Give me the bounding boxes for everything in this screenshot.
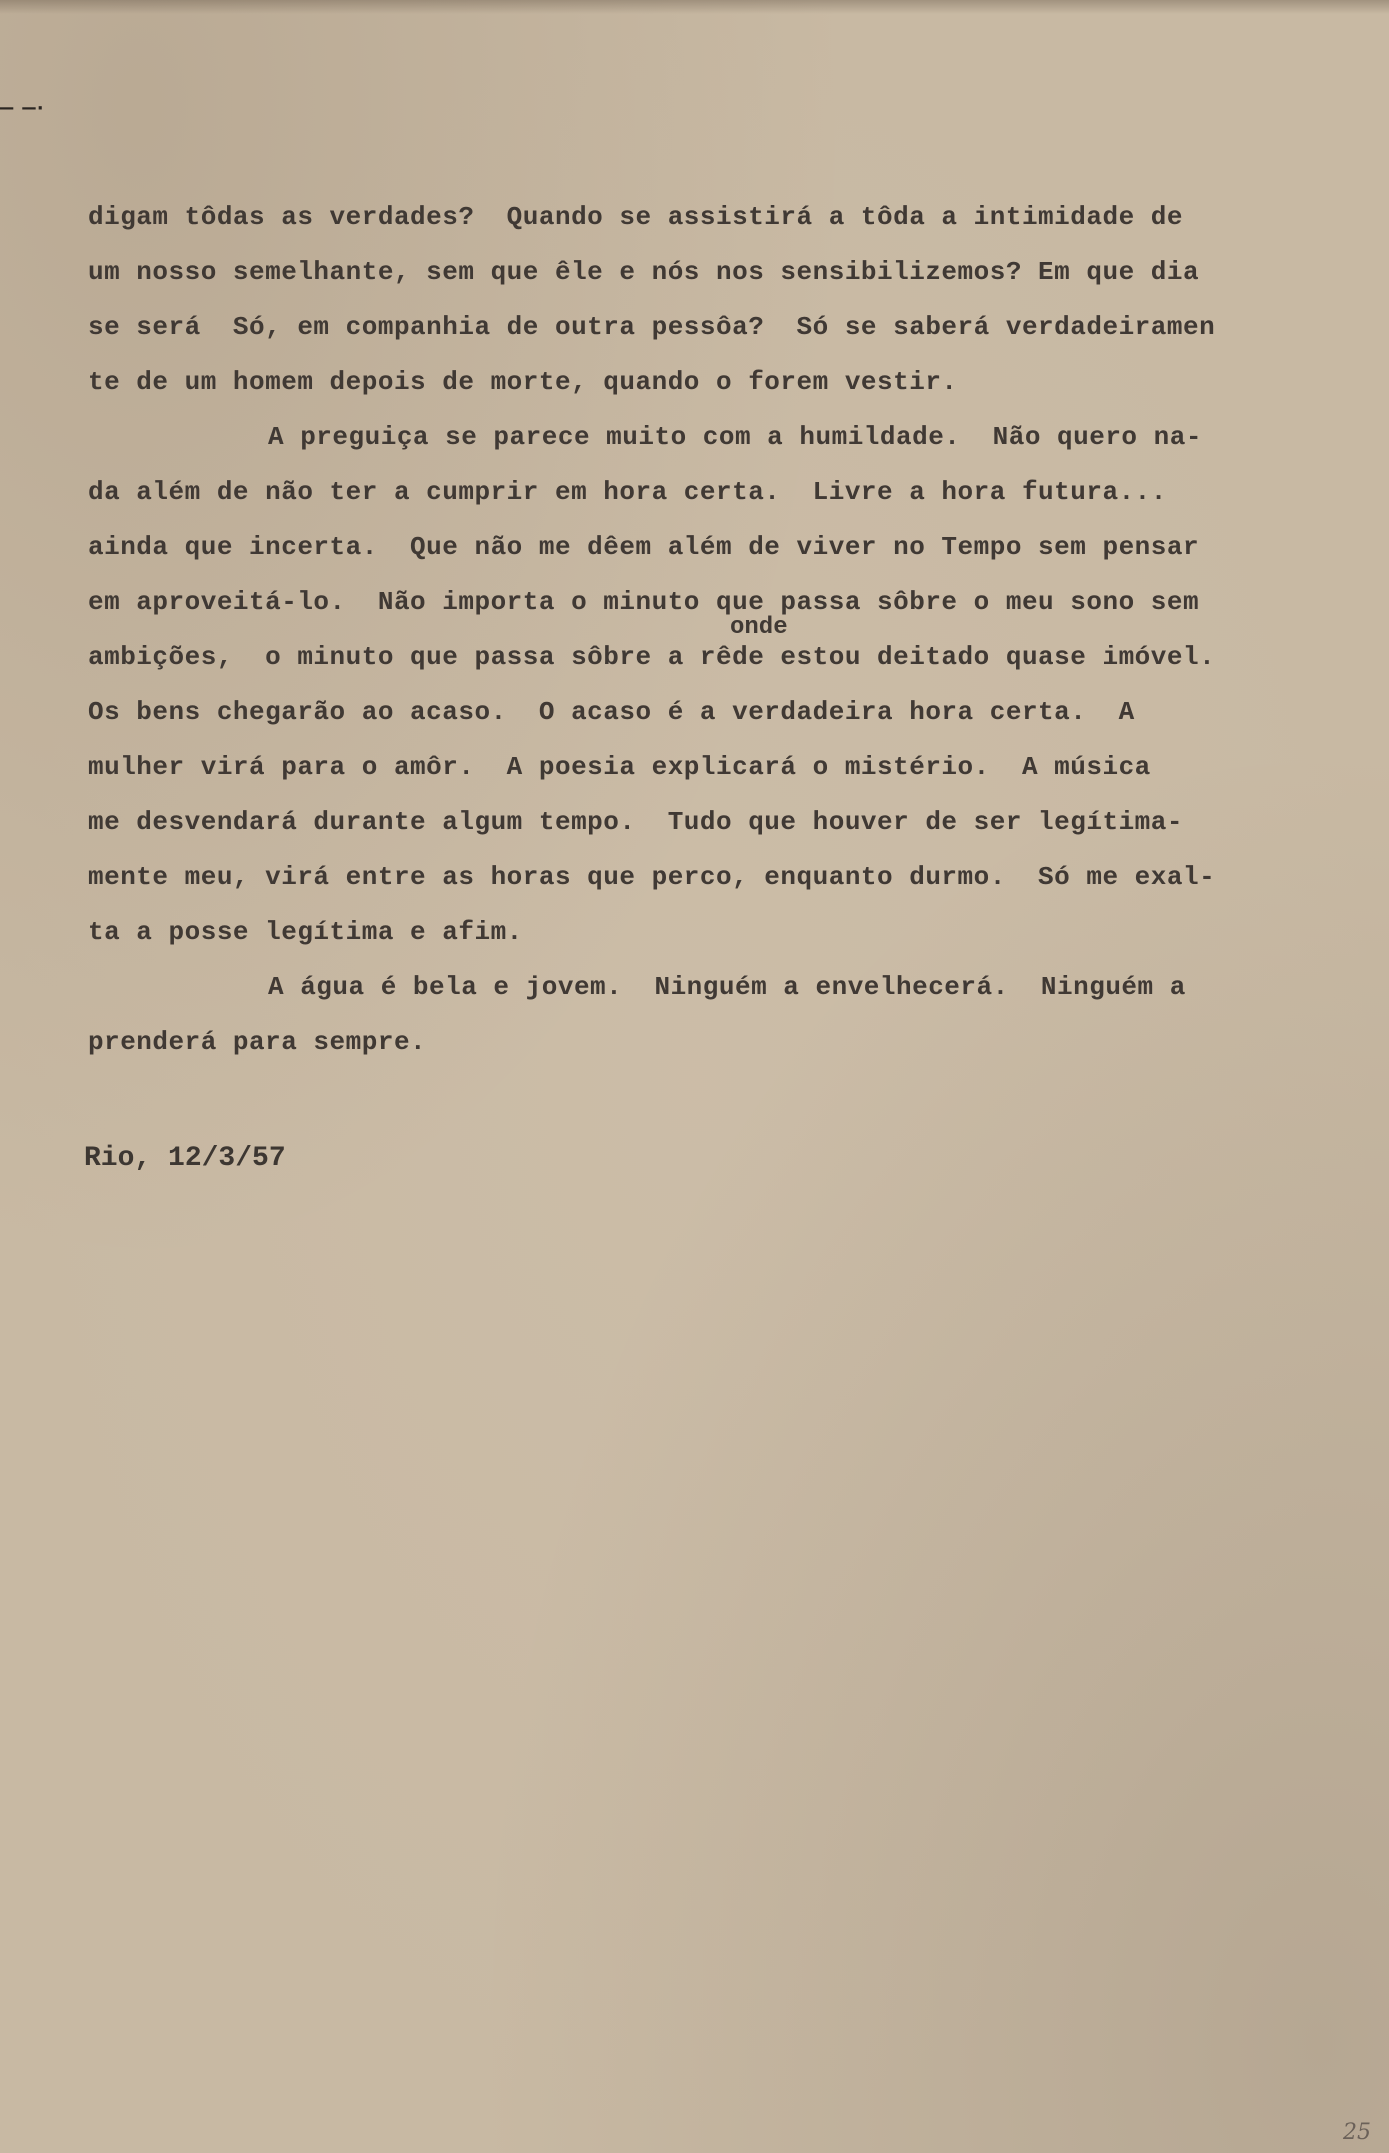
text-line: ta a posse legítima e afim. [88,917,523,947]
text-line: prenderá para sempre. [88,1027,427,1057]
paragraph-start-line: A água é bela e jovem. Ninguém a envelhecerá. Ninguém a [268,972,1186,1002]
text-line: um nosso semelhante, sem que êle e nós nos sensibilizemos? Em que dia [88,257,1200,287]
typed-text-block [88,190,1338,1070]
text-line: digam tôdas as verdades? Quando se assistirá a tôda a intimidade de [88,202,1183,232]
text-line: me desvendará durante algum tempo. Tudo que houver de ser legítima- [88,807,1183,837]
page-number: 25 [1343,2120,1371,2145]
text-line: mente meu, virá entre as horas que perco, enquanto durmo. Só me exal- [88,862,1216,892]
text-line: ainda que incerta. Que não me dêem além de viver no Tempo sem pensar [88,532,1200,562]
paper-top-edge [0,0,1389,14]
text-line: da além de não ter a cumprir em hora certa. Livre a hora futura... [88,477,1167,507]
text-line: mulher virá para o amôr. A poesia explicará o mistério. A música [88,752,1151,782]
text-line: se será Só, em companhia de outra pessôa? Só se saberá verdadeiramen [88,312,1216,342]
paragraph-start-line: A preguiça se parece muito com a humildade. Não quero na- [268,422,1202,452]
typed-insertion: onde [730,614,788,641]
text-line: te de um homem depois de morte, quando o forem vestir. [88,367,958,397]
date-line: Rio, 12/3/57 [84,1143,286,1174]
text-line: ambições, o minuto que passa sôbre a rêde estou deitado quase imóvel. [88,642,1216,672]
text-line: Os bens chegarão ao acaso. O acaso é a verdadeira hora certa. A [88,697,1135,727]
text-line: em aproveitá-lo. Não importa o minuto que passa sôbre o meu sono sem [88,587,1200,617]
corner-mark: — —· [0,96,45,121]
